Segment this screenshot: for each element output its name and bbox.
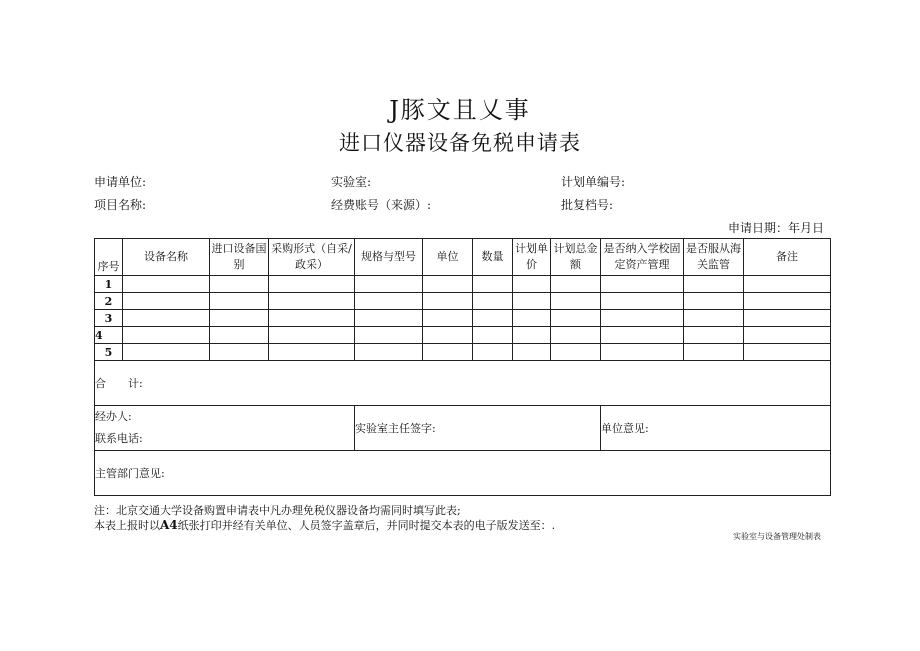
cell[interactable] — [423, 310, 473, 327]
application-table — [94, 238, 831, 496]
project-name-label: 项目名称: — [94, 198, 147, 212]
cell[interactable] — [744, 293, 831, 310]
table-row — [95, 344, 831, 361]
cell[interactable] — [473, 310, 513, 327]
row-index: 4 — [95, 327, 123, 344]
header-purchase-method: 采购形式（自采/政采） — [269, 239, 355, 276]
cell[interactable] — [744, 344, 831, 361]
phone-label: 联系电话: — [95, 432, 143, 445]
cell[interactable] — [355, 310, 423, 327]
header-customs: 是否服从海关监管 — [684, 239, 744, 276]
header-total-amount: 计划总金额 — [551, 239, 601, 276]
cell[interactable] — [123, 310, 210, 327]
cell[interactable] — [210, 276, 269, 293]
cell[interactable] — [684, 293, 744, 310]
header-model: 规格与型号 — [355, 239, 423, 276]
row-index: 2 — [95, 293, 123, 310]
issuer-footer: 实验室与设备管理处制表 — [733, 532, 821, 541]
cell[interactable] — [473, 327, 513, 344]
signature-row — [95, 406, 831, 451]
lab-director-signature[interactable]: 实验室主任签字: — [355, 406, 601, 451]
cell[interactable] — [473, 276, 513, 293]
cell[interactable] — [551, 310, 601, 327]
cell[interactable] — [601, 310, 684, 327]
cell[interactable] — [551, 293, 601, 310]
cell[interactable] — [269, 276, 355, 293]
cell[interactable] — [684, 276, 744, 293]
cell[interactable] — [684, 310, 744, 327]
cell[interactable] — [210, 293, 269, 310]
cell[interactable] — [601, 293, 684, 310]
cell[interactable] — [210, 344, 269, 361]
cell[interactable] — [123, 293, 210, 310]
header-seq: 序号 — [95, 239, 123, 276]
note-line-1: 注：北京交通大学设备购置申请表中凡办理免税仪器设备均需同时填写此表; — [94, 504, 461, 517]
total-row — [95, 361, 831, 406]
table-header-row — [95, 239, 831, 276]
table-row — [95, 327, 831, 344]
note-line-2-prefix: 本表上报时以 — [94, 519, 160, 532]
fund-account-label: 经费账号（来源）: — [331, 198, 432, 212]
cell[interactable] — [601, 327, 684, 344]
cell[interactable] — [513, 344, 551, 361]
cell[interactable] — [269, 310, 355, 327]
apply-date-label: 申请日期：年月日 — [728, 221, 825, 235]
header-remark: 备注 — [744, 239, 831, 276]
header-unit-price: 计划单价 — [513, 239, 551, 276]
cell[interactable] — [210, 310, 269, 327]
cell[interactable] — [355, 344, 423, 361]
cell[interactable] — [269, 344, 355, 361]
approval-number-label: 批复档号: — [561, 198, 614, 212]
note-line-2 — [94, 517, 555, 533]
cell[interactable] — [551, 276, 601, 293]
cell[interactable] — [551, 327, 601, 344]
applicant-unit-label: 申请单位: — [94, 175, 147, 189]
handler-label: 经办人: — [95, 410, 132, 423]
cell[interactable] — [355, 327, 423, 344]
header-unit: 单位 — [423, 239, 473, 276]
cell[interactable] — [513, 327, 551, 344]
cell[interactable] — [355, 276, 423, 293]
row-index: 3 — [95, 310, 123, 327]
cell[interactable] — [744, 276, 831, 293]
header-country: 进口设备国别 — [210, 239, 269, 276]
cell[interactable] — [210, 327, 269, 344]
cell[interactable] — [269, 327, 355, 344]
department-row — [95, 451, 831, 496]
cell[interactable] — [423, 293, 473, 310]
cell[interactable] — [269, 293, 355, 310]
cell[interactable] — [423, 276, 473, 293]
cell[interactable] — [123, 327, 210, 344]
note-paper-size: A4 — [160, 518, 178, 532]
header-fixed-asset: 是否纳入学校固定资产管理 — [601, 239, 684, 276]
department-opinion[interactable]: 主管部门意见: — [95, 451, 831, 496]
handler-cell[interactable] — [95, 406, 355, 451]
cell[interactable] — [684, 327, 744, 344]
cell[interactable] — [123, 276, 210, 293]
cell[interactable] — [355, 293, 423, 310]
cell[interactable] — [513, 293, 551, 310]
table-row — [95, 293, 831, 310]
cell[interactable] — [423, 344, 473, 361]
cell[interactable] — [744, 327, 831, 344]
total-label[interactable]: 合 计: — [95, 361, 831, 406]
cell[interactable] — [744, 310, 831, 327]
cell[interactable] — [473, 344, 513, 361]
cell[interactable] — [551, 344, 601, 361]
table-row — [95, 310, 831, 327]
note-line-2-suffix: 纸张打印并经有关单位、人员签字盖章后，并同时提交本表的电子版发送至：. — [177, 519, 556, 532]
lab-label: 实验室: — [331, 175, 372, 189]
form-heading: J豚文且乂事 — [389, 96, 531, 124]
cell[interactable] — [473, 293, 513, 310]
header-quantity: 数量 — [473, 239, 513, 276]
cell[interactable] — [423, 327, 473, 344]
row-index: 5 — [95, 344, 123, 361]
table-row — [95, 276, 831, 293]
cell[interactable] — [123, 344, 210, 361]
cell[interactable] — [601, 276, 684, 293]
header-device-name: 设备名称 — [123, 239, 210, 276]
cell[interactable] — [513, 276, 551, 293]
cell[interactable] — [513, 310, 551, 327]
cell[interactable] — [601, 344, 684, 361]
row-index: 1 — [95, 276, 123, 293]
form-title: 进口仪器设备免税申请表 — [339, 131, 581, 155]
cell[interactable] — [684, 344, 744, 361]
plan-number-label: 计划单编号: — [561, 175, 626, 189]
unit-opinion[interactable]: 单位意见: — [601, 406, 831, 451]
